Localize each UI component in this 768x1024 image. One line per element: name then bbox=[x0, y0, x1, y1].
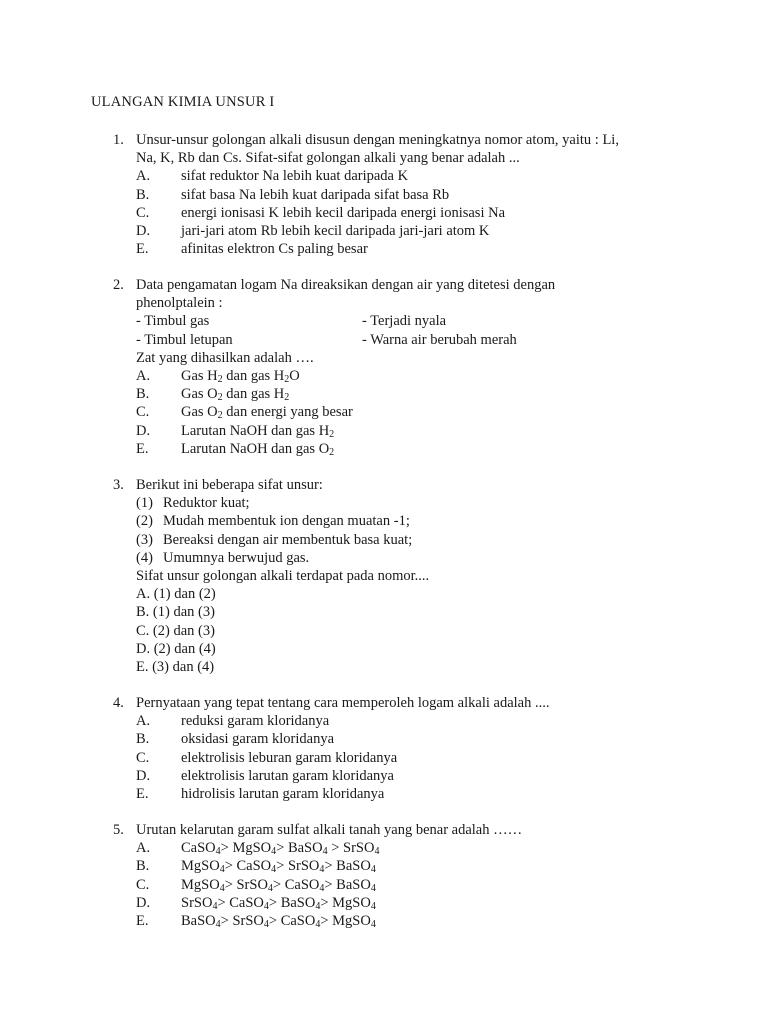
option-text: jari-jari atom Rb lebih kecil daripada jari-jari atom K bbox=[181, 222, 490, 239]
answer-option-c bbox=[136, 749, 696, 767]
option-letter: C. bbox=[136, 749, 150, 766]
answer-option-e bbox=[136, 440, 696, 458]
answer-option-b bbox=[136, 730, 696, 748]
option-letter: B. bbox=[136, 858, 150, 875]
answer-option-a bbox=[136, 839, 696, 857]
question-stem-line: Pernyataan yang tepat tentang cara memperoleh logam alkali adalah .... bbox=[136, 695, 550, 711]
question-stem-line: Data pengamatan logam Na direaksikan dengan air yang ditetesi dengan bbox=[136, 277, 556, 293]
answer-option-e bbox=[136, 785, 696, 803]
property-text: Reduktor kuat; bbox=[163, 495, 250, 512]
option-text: MgSO$_4$> CaSO$_4$> SrSO$_4$> BaSO$_4$ bbox=[181, 858, 376, 876]
option-text: MgSO$_4$> SrSO$_4$> CaSO$_4$> BaSO$_4$ bbox=[181, 876, 376, 894]
option-letter: A. bbox=[136, 168, 151, 185]
answer-option-e bbox=[136, 240, 696, 258]
option-text: elektrolisis leburan garam kloridanya bbox=[181, 749, 398, 766]
option-text: energi ionisasi K lebih kecil daripada energi ionisasi Na bbox=[181, 204, 506, 221]
option-letter: C. bbox=[136, 204, 150, 221]
option-letter: C. bbox=[136, 404, 150, 421]
answer-option-d bbox=[136, 422, 696, 440]
property-text: Mudah membentuk ion dengan muatan -1; bbox=[163, 513, 410, 530]
option-text: CaSO$_4$> MgSO$_4$> BaSO$_4$ > SrSO$_4$ bbox=[181, 840, 380, 858]
option-letter: E. bbox=[136, 912, 149, 929]
observation-row bbox=[136, 331, 696, 349]
option-letter: A. bbox=[136, 713, 151, 730]
answer-option-b bbox=[136, 186, 696, 204]
property-number: (1) bbox=[136, 495, 153, 512]
property-number: (2) bbox=[136, 513, 153, 530]
option-letter: D. bbox=[136, 422, 151, 439]
answer-option-a bbox=[136, 367, 696, 385]
question-prompt: Zat yang dihasilkan adalah …. bbox=[136, 349, 314, 366]
answer-option-c bbox=[136, 876, 696, 894]
answer-option-d bbox=[136, 894, 696, 912]
observation-left: - Timbul letupan bbox=[136, 331, 233, 348]
question-number: 3. bbox=[113, 477, 124, 493]
option-letter: C. bbox=[136, 876, 150, 893]
question-stem-line: Urutan kelarutan garam sulfat alkali tanah yang benar adalah …… bbox=[136, 822, 523, 838]
option-letter: A. bbox=[136, 840, 151, 857]
question-number: 2. bbox=[113, 277, 124, 293]
option-letter: B. bbox=[136, 731, 150, 748]
property-number: (3) bbox=[136, 531, 153, 548]
option-text: SrSO$_4$> CaSO$_4$> BaSO$_4$> MgSO$_4$ bbox=[181, 894, 376, 912]
option-text: sifat basa Na lebih kuat daripada sifat basa Rb bbox=[181, 186, 450, 203]
property-item bbox=[136, 531, 696, 549]
option-letter: A. bbox=[136, 367, 151, 384]
property-text: Bereaksi dengan air membentuk basa kuat; bbox=[163, 531, 413, 548]
question-body bbox=[136, 131, 696, 258]
option-text: Larutan NaOH dan gas $O_2$ bbox=[181, 440, 335, 458]
option-text: elektrolisis larutan garam kloridanya bbox=[181, 767, 394, 784]
question-prompt: Sifat unsur golongan alkali terdapat pada nomor.... bbox=[136, 567, 430, 584]
question-body bbox=[136, 821, 696, 930]
option-letter: E. bbox=[136, 785, 149, 802]
question-stem-line: Na, K, Rb dan Cs. Sifat-sifat golongan alkali yang benar adalah ... bbox=[136, 150, 520, 167]
question-body bbox=[136, 276, 696, 458]
option-text: Gas $H_2$ dan gas $H_2O$ bbox=[181, 367, 300, 385]
answer-option-e: E. (3) dan (4) bbox=[136, 658, 215, 675]
observation-left: - Timbul gas bbox=[136, 313, 210, 330]
option-letter: D. bbox=[136, 222, 151, 239]
option-text: oksidasi garam kloridanya bbox=[181, 731, 335, 748]
option-letter: B. bbox=[136, 186, 150, 203]
question-stem-line: phenolptalein : bbox=[136, 295, 223, 312]
option-text: BaSO$_4$> SrSO$_4$> CaSO$_4$> MgSO$_4$ bbox=[181, 912, 376, 930]
property-item bbox=[136, 549, 696, 567]
option-text: sifat reduktor Na lebih kuat daripada K bbox=[181, 168, 409, 185]
observation-row bbox=[136, 312, 696, 330]
observation-right: - Warna air berubah merah bbox=[362, 331, 517, 348]
answer-option-a bbox=[136, 712, 696, 730]
answer-option-c bbox=[136, 204, 696, 222]
question-stem-line: Unsur-unsur golongan alkali disusun dengan meningkatnya nomor atom, yaitu : Li, bbox=[136, 132, 619, 148]
option-letter: E. bbox=[136, 241, 149, 258]
question-number: 4. bbox=[113, 695, 124, 711]
option-text: Larutan NaOH dan gas $H_2$ bbox=[181, 422, 335, 440]
answer-option-c: C. (2) dan (3) bbox=[136, 622, 215, 639]
question-stem-line: Berikut ini beberapa sifat unsur: bbox=[136, 477, 323, 493]
answer-option-b: B. (1) dan (3) bbox=[136, 604, 215, 621]
option-letter: E. bbox=[136, 440, 149, 457]
question-number: 1. bbox=[113, 132, 124, 148]
option-letter: D. bbox=[136, 767, 151, 784]
option-text: Gas $O_2$ dan energi yang besar bbox=[181, 404, 353, 422]
answer-option-a bbox=[136, 167, 696, 185]
answer-option-a: A. (1) dan (2) bbox=[136, 586, 216, 603]
option-text: reduksi garam kloridanya bbox=[181, 713, 330, 730]
option-text: Gas $O_2$ dan gas $H_2$ bbox=[181, 386, 290, 404]
answer-option-c bbox=[136, 403, 696, 421]
option-text: afinitas elektron Cs paling besar bbox=[181, 241, 368, 258]
question-number: 5. bbox=[113, 822, 124, 838]
option-text: hidrolisis larutan garam kloridanya bbox=[181, 785, 385, 802]
answer-option-b bbox=[136, 857, 696, 875]
question-body bbox=[136, 476, 696, 676]
property-text: Umumnya berwujud gas. bbox=[163, 549, 310, 566]
question-body bbox=[136, 694, 696, 803]
answer-option-d bbox=[136, 767, 696, 785]
property-item bbox=[136, 494, 696, 512]
observation-right: - Terjadi nyala bbox=[362, 313, 447, 330]
property-number: (4) bbox=[136, 549, 153, 566]
answer-option-d: D. (2) dan (4) bbox=[136, 640, 216, 657]
option-letter: D. bbox=[136, 894, 151, 911]
property-item bbox=[136, 512, 696, 530]
answer-option-d bbox=[136, 222, 696, 240]
answer-option-e bbox=[136, 912, 696, 930]
option-letter: B. bbox=[136, 386, 150, 403]
answer-option-b bbox=[136, 385, 696, 403]
page-title: ULANGAN KIMIA UNSUR I bbox=[91, 94, 275, 110]
